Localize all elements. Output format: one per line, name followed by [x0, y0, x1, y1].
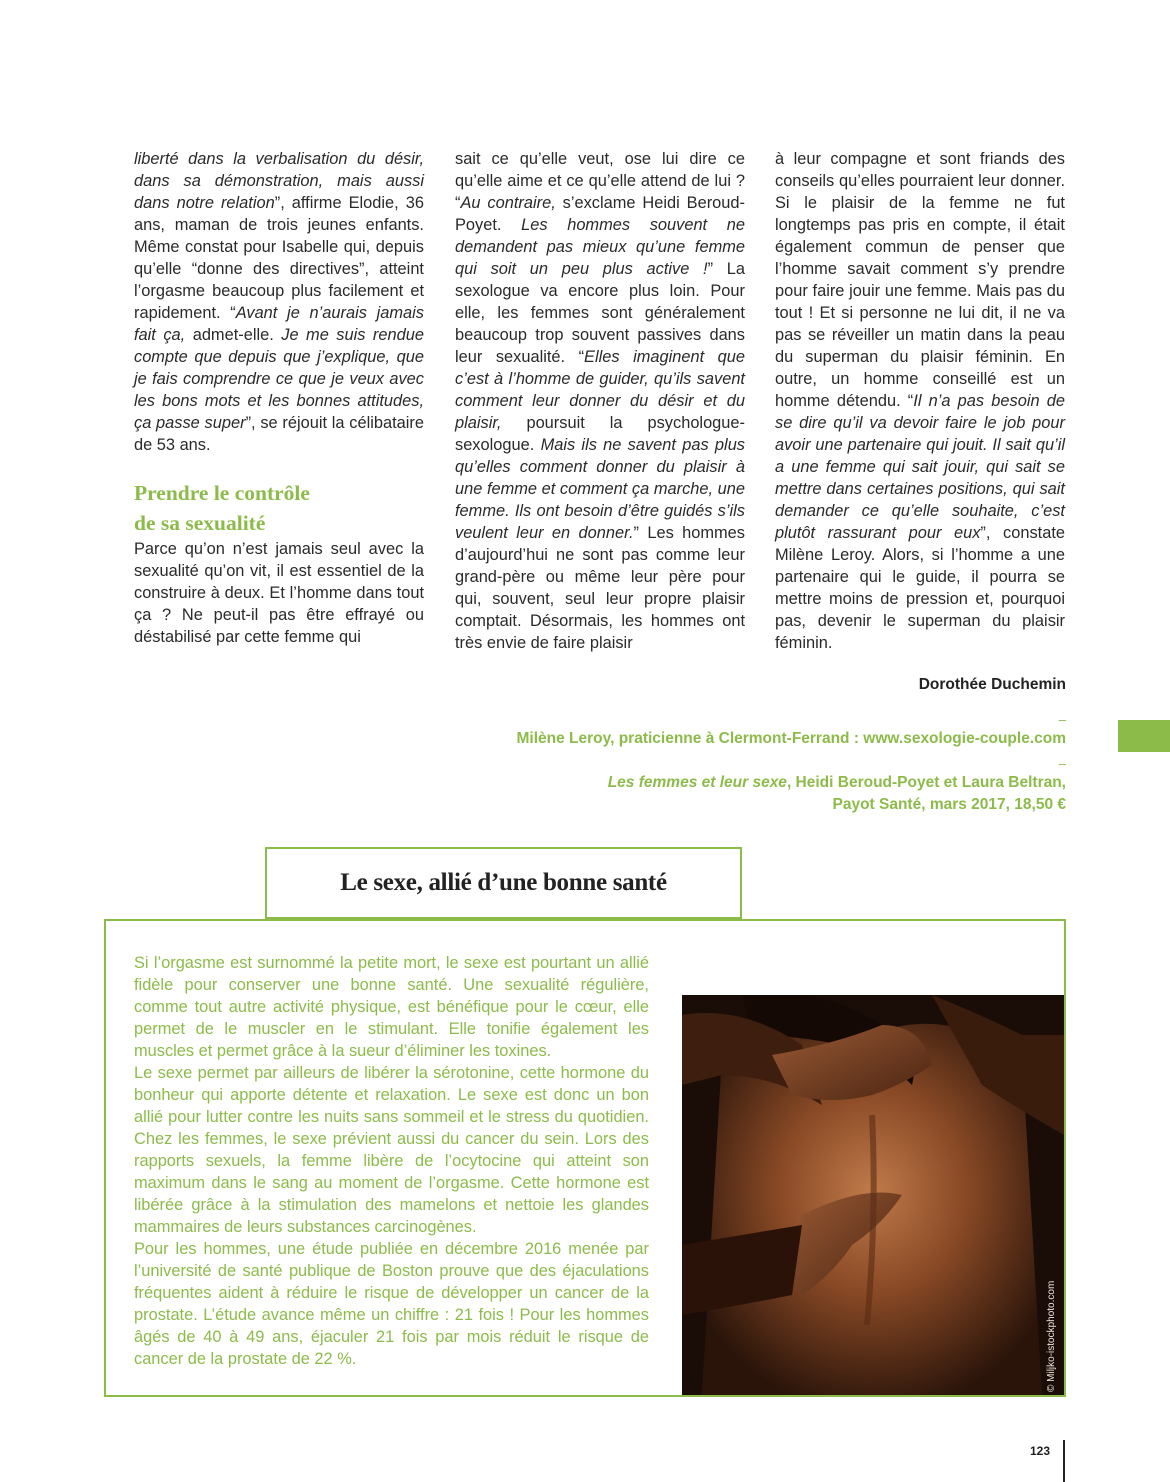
section-subheading: Prendre le contrôle de sa sexualité: [134, 481, 310, 535]
paragraph: Si l’orgasme est surnommé la petite mort, le sexe est pourtant un allié fidèle pour conserver une bonne santé. Une sexualité régulière, comme tout autre activité physique, est bénéfique pour le cœur, elle permet de le muscler en le stimulant. Elle tonifie également les muscles et permet grâce à la sueur d’éliminer les toxines.: [134, 954, 649, 1060]
couple-photo: [682, 995, 1064, 1395]
paragraph: à leur compagne et sont friands des conseils qu’elles pourraient leur donner. Si le plaisir de la femme ne fut longtemps pas pris en compte, il était également commun de penser que l’homme savait comment s’y prendre pour faire jouir une femme. Mais pas du tout ! Et si personne ne lui dit, il ne va pas se réveiller un matin dans la peau du superman du plaisir féminin. En outre, un homme conseillé est un homme détendu. “Il n’a pas besoin de se dire qu’il va devoir faire le job pour avoir une partenaire qui jouit. Il sait qu’il a une femme qui sait jouir, qui sait se mettre dans certaines positions, qui sait demander ce qu’elle souhaite, c’est plutôt rassurant pour eux”, constate Milène Leroy. Alors, si l’homme a une partenaire qui le guide, il pourra se mettre moins de pression et, pourquoi pas, devenir le superman du plaisir féminin.: [775, 150, 1065, 652]
reference-2: Les femmes et leur sexe, Heidi Beroud-Poyet et Laura Beltran, Payot Santé, mars 2017, 18,50 €: [607, 774, 1066, 813]
article-column-2: [455, 148, 745, 654]
sidebar-box-text: [134, 952, 649, 1370]
page-number-rule: [1063, 1440, 1065, 1482]
page-edge-tab: [1118, 720, 1170, 752]
paragraph: liberté dans la verbalisation du désir, dans sa démonstration, mais aussi dans notre relation”, affirme Elodie, 36 ans, maman de trois jeunes enfants. Même constat pour Isabelle qui, depuis qu’elle “donne des directives”, atteint l’orgasme beaucoup plus facilement et rapidement. “Avant je n’aurais jamais fait ça, admet-elle. Je me suis rendue compte que depuis que j’explique, que je fais comprendre ce que je veux avec les bons mots et les bonnes attitudes, ça passe super”, se réjouit la célibataire de 53 ans.: [134, 150, 424, 454]
paragraph: sait ce qu’elle veut, ose lui dire ce qu’elle aime et ce qu’elle attend de lui ? “Au contraire, s’exclame Heidi Beroud-Poyet. Les hommes souvent ne demandent pas mieux qu’une femme qui soit un peu plus active !” La sexologue va encore plus loin. Pour elle, les femmes sont généralement beaucoup trop souvent passives dans leur sexualité. “Elles imaginent que c’est à l’homme de guider, qu’ils savent comment leur donner du désir et du plaisir, poursuit la psychologue-sexologue. Mais ils ne savent pas plus qu’elles comment donner du plaisir à une femme et comment ça marche, une femme. Ils ont besoin d’être guidés s’ils veulent leur en donner.” Les hommes d’aujourd’hui ne sont pas comme leur grand-père ou même leur père pour qui, souvent, seul leur propre plaisir comptait. Désormais, les hommes ont très envie de faire plaisir: [455, 150, 746, 652]
sidebar-box-title: Le sexe, allié d’une bonne santé: [265, 847, 742, 919]
photo-credit: © Miljko-istockphoto.com: [1046, 1280, 1057, 1392]
paragraph: Pour les hommes, une étude publiée en décembre 2016 menée par l’université de santé publique de Boston prouve que des éjaculations fréquentes aident à réduire le risque de développer un cancer de la prostate. L’étude avance même un chiffre : 21 fois ! Pour les hommes âgés de 40 à 49 ans, éjaculer 21 fois par mois réduit le risque de cancer de la prostate de 22 %.: [134, 1240, 649, 1368]
reference-dash: –: [1058, 756, 1066, 771]
author-signature: Dorothée Duchemin: [918, 676, 1066, 693]
photo-illustration: [682, 995, 1064, 1395]
page-number: 123: [1030, 1444, 1051, 1458]
article-column-3: [775, 148, 1065, 654]
reference-1: Milène Leroy, praticienne à Clermont-Ferrand : www.sexologie-couple.com: [516, 730, 1066, 747]
paragraph: Parce qu’on n’est jamais seul avec la sexualité qu’on vit, il est essentiel de la construire à deux. Et l’homme dans tout ça ? Ne peut-il pas être effrayé ou déstabilisé par cette femme qui: [134, 540, 424, 646]
article-column-1: [134, 148, 424, 648]
reference-dash: –: [1058, 712, 1066, 727]
paragraph: Le sexe permet par ailleurs de libérer la sérotonine, cette hormone du bonheur qui apporte détente et relaxation. Le sexe est donc un bon allié pour lutter contre les nuits sans sommeil et le stress du quotidien. Chez les femmes, le sexe prévient aussi du cancer du sein. Lors des rapports sexuels, la femme libère de l’ocytocine qui atteint son maximum dans le sang au moment de l’orgasme. Cette hormone est libérée grâce à la stimulation des mamelons et nettoie les glandes mammaires de leurs substances carcinogènes.: [134, 1064, 649, 1236]
